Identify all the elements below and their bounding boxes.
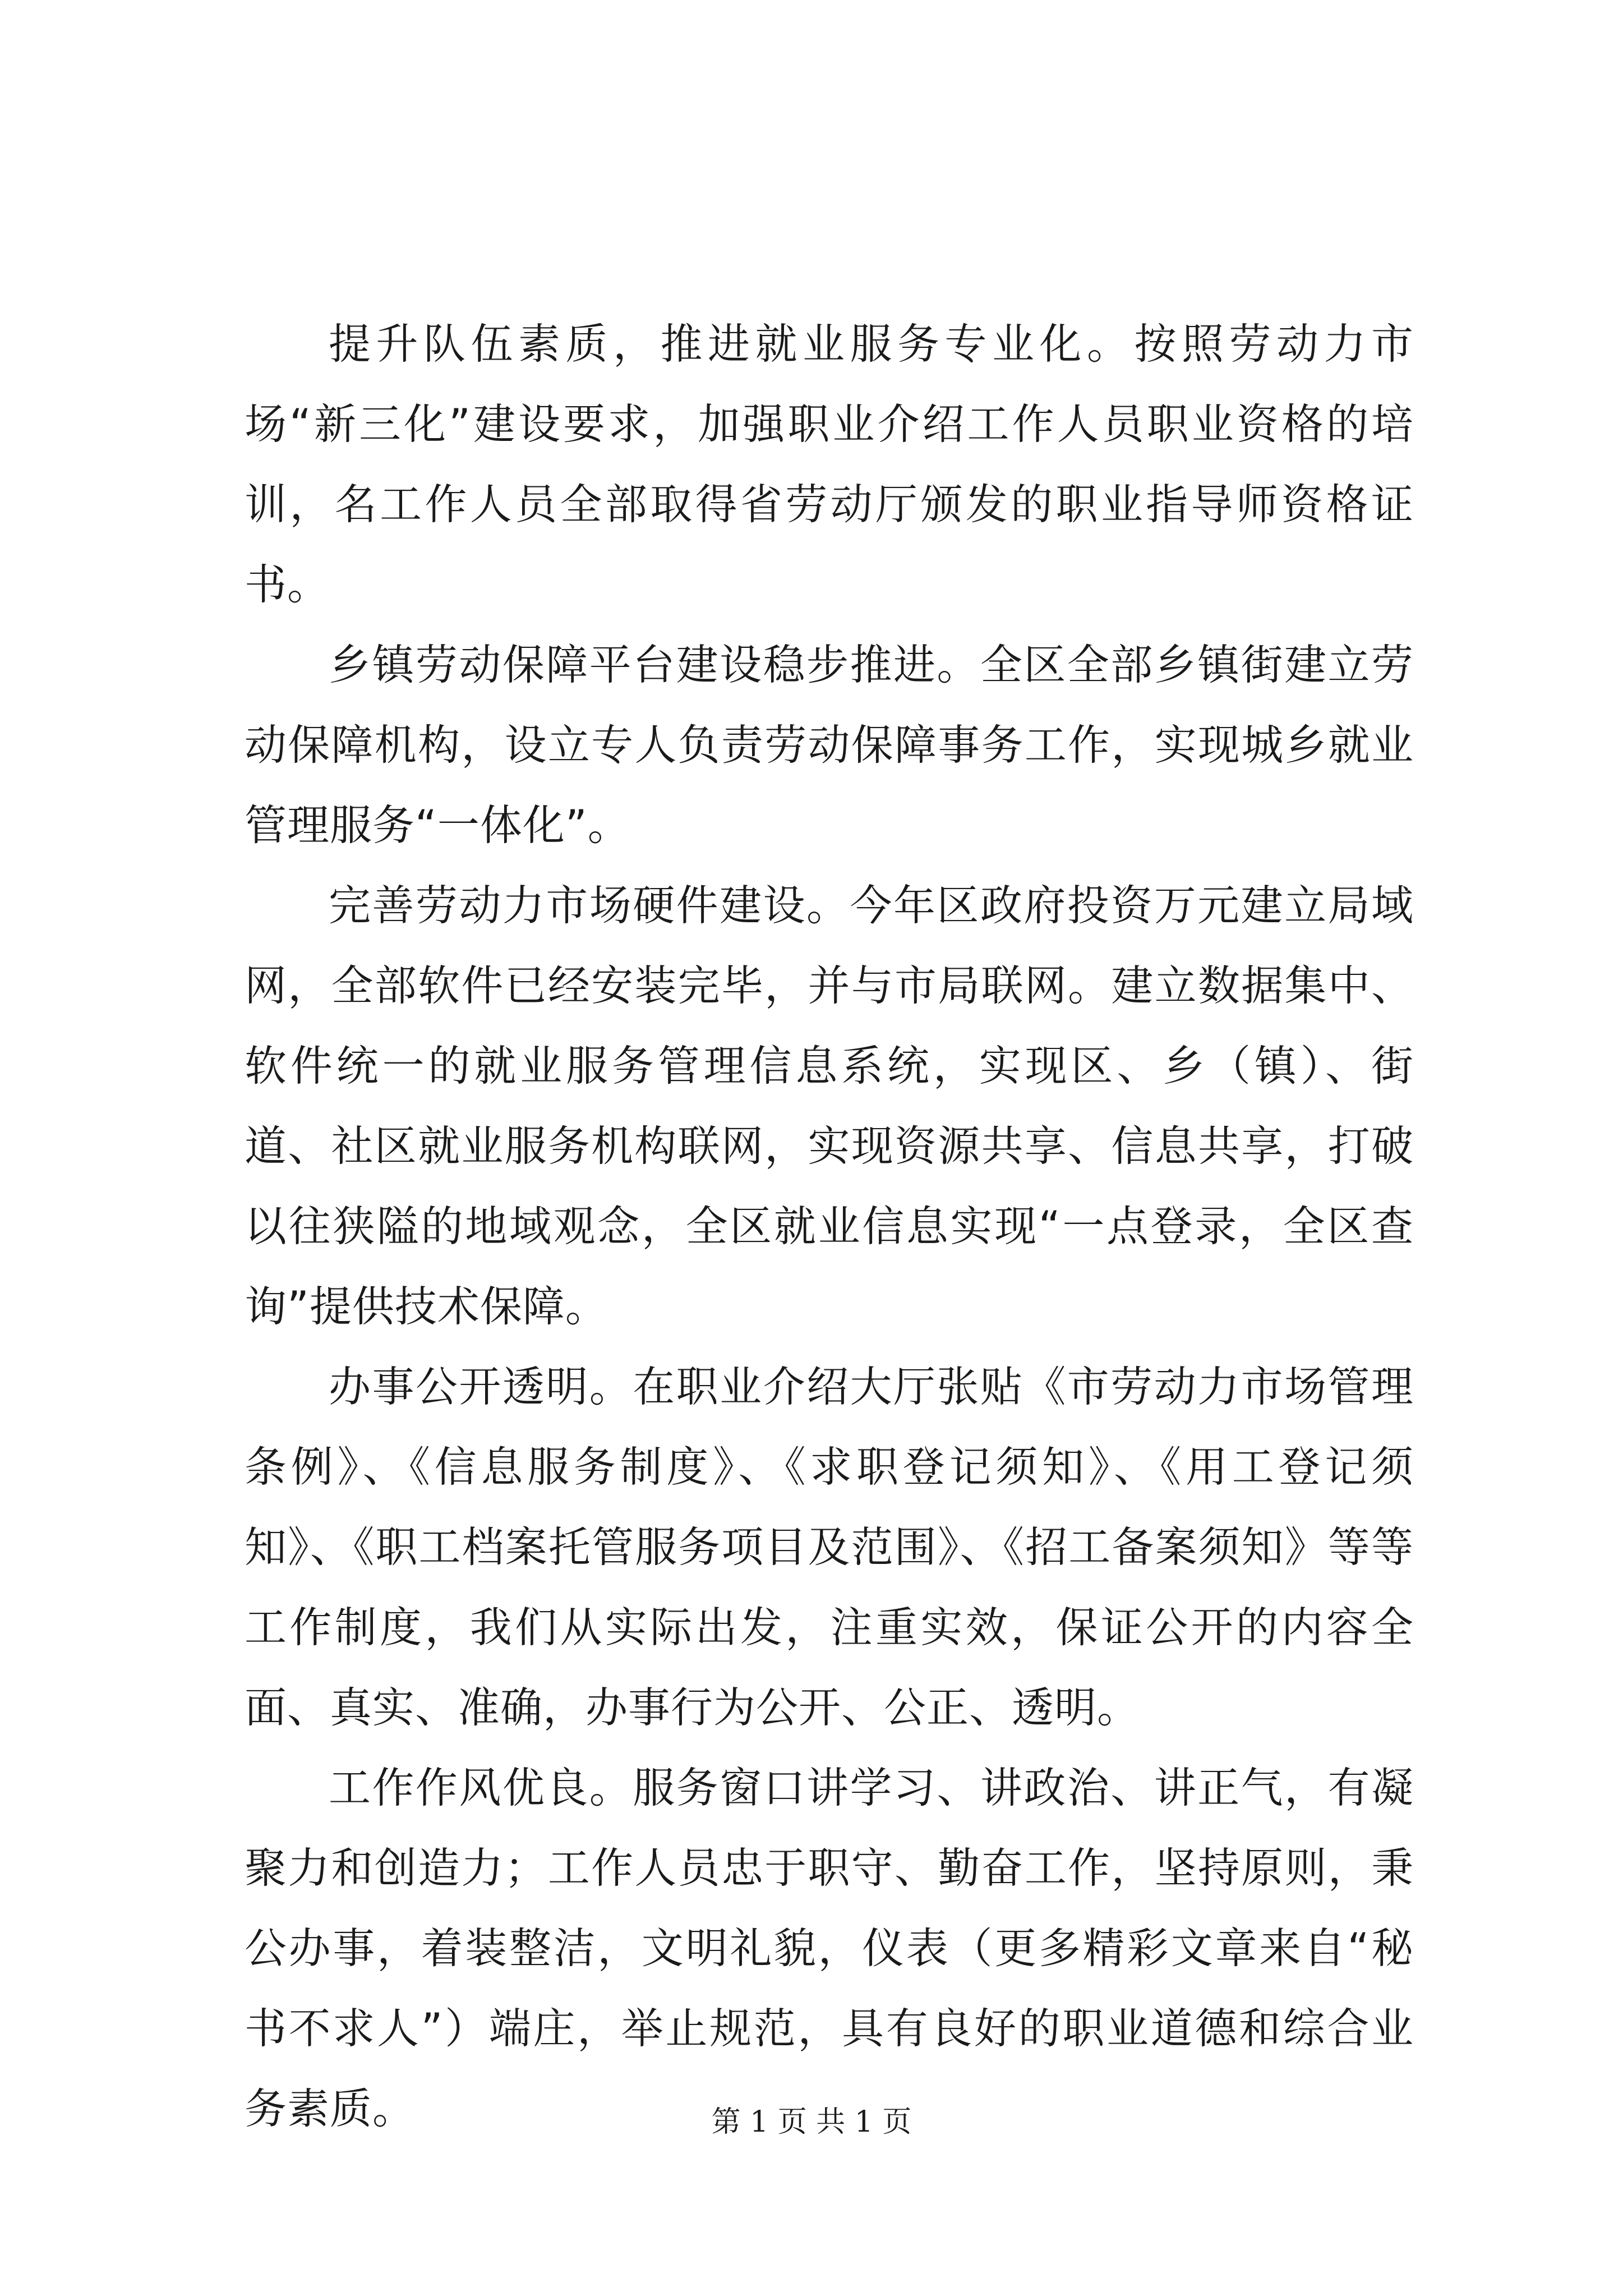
paragraph-hardware-construction: 完善劳动力市场硬件建设。今年区政府投资万元建立局域网，全部软件已经安装完毕，并与市局联网。建立数据集中、软件统一的就业服务管理信息系统，实现区、乡（镇）、街道、社区就业服务机构联网，实现资源共享、信息共享，打破以往狭隘的地域观念，全区就业信息实现“一点登录，全区查询”提供技术保障。 <box>245 881 1414 1331</box>
paragraph-township-platform: 乡镇劳动保障平台建设稳步推进。全区全部乡镇街建立劳动保障机构，设立专人负责劳动保障事务工作，实现城乡就业管理服务“一体化”。 <box>245 640 1414 850</box>
page-number-footer: 第 1 页 共 1 页 <box>711 2105 912 2139</box>
paragraph-work-style: 工作作风优良。服务窗口讲学习、讲政治、讲正气，有凝聚力和创造力；工作人员忠于职守、勤奋工作，坚持原则，秉公办事，着装整洁，文明礼貌，仪表（更多精彩文章来自“秘书不求人”）端庄，举止规范，具有良好的职业道德和综合业务素质。 <box>245 1763 1414 2133</box>
paragraph-team-quality: 提升队伍素质，推进就业服务专业化。按照劳动力市场“新三化”建设要求，加强职业介绍工作人员职业资格的培训，名工作人员全部取得省劳动厅颁发的职业指导师资格证书。 <box>245 319 1414 609</box>
paragraph-open-transparency: 办事公开透明。在职业介绍大厅张贴《市劳动力市场管理条例》、《信息服务制度》、《求职登记须知》、《用工登记须知》、《职工档案托管服务项目及范围》、《招工备案须知》等等工作制度，我们从实际出发，注重实效，保证公开的内容全面、真实、准确，办事行为公开、公正、透明。 <box>245 1362 1414 1732</box>
document-body <box>245 304 1414 2149</box>
